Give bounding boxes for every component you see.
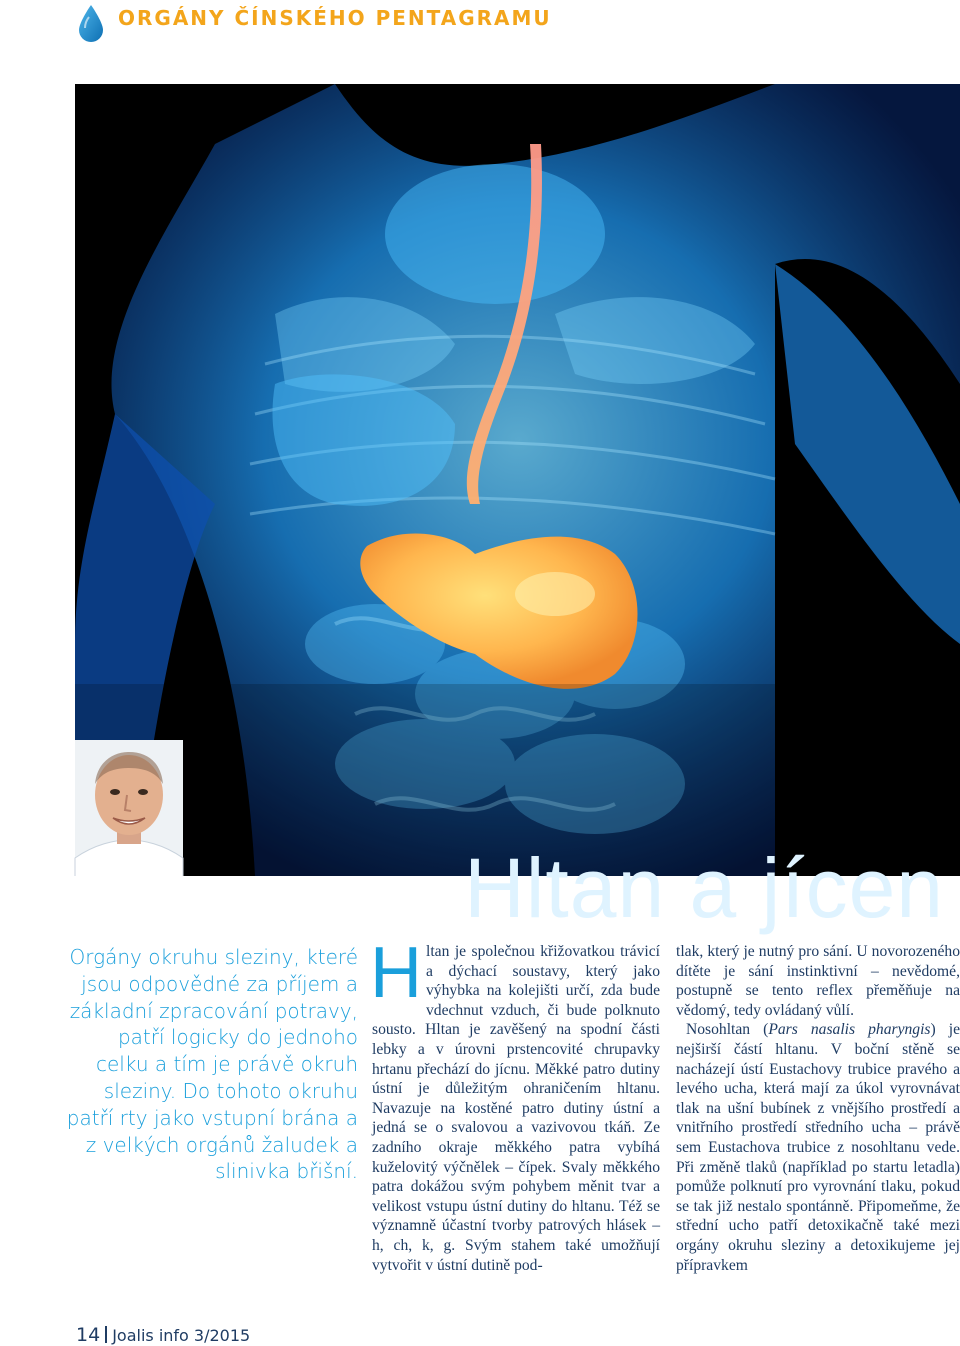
latin-term: Pars nasalis pharyngis [768,1021,931,1039]
water-drop-icon [76,4,106,44]
lead-paragraph: Orgány okruhu sleziny, které jsou odpovědné za příjem a základní zpracování potravy, patří logicky do jednoho celku a tím je právě okruh sleziny. Do tohoto okruhu patří rty jako vstupní brána a z velkých orgánů žaludek a slinivka břišní. [66,945,358,1184]
hero-image [75,84,960,935]
magazine-issue: Joalis info 3/2015 [112,1326,251,1345]
page-number: 14 [76,1324,101,1346]
author-portrait [75,740,183,876]
author-photo [75,740,183,876]
article-column-2 [676,942,960,1275]
footer-divider [105,1326,107,1343]
page-footer [76,1324,250,1346]
column-2-paragraph-1: tlak, který je nutný pro sání. U novorozeného dítěte je sání instinktivní – nevědomé, postupně se tento reflex přeměňuje na vědomý, tedy ovládaný vůlí. [676,943,960,1019]
section-title: ORGÁNY ČÍNSKÉHO PENTAGRAMU [118,6,552,30]
article-column-1 [370,933,660,1275]
article-title: Hltan a jícen [464,841,944,935]
page-header [76,0,956,46]
torso-xray-illustration [75,84,960,876]
drop-cap: H [370,933,422,1013]
column-1-text: ltan je společnou křižovatkou trávicí a dýchací soustavy, který jako výhybka na kolejišti určí, zda bude vdechnut vzduch, či bude polknuto sousto. Hltan je zavěšený na spodní části lebky a v úrovni prstencovité chrupavky hrtanu přechází do jícnu. Měkké patro dutiny ústní je důležitým ohraničením hltanu. Navazuje na kostěné patro dutiny ústní a jedná se o svalovou a vazivovou tkáň. Ze zadního okraje měkkého patra vybíhá kuželovitý výčnělek – čípek. Svaly měkkého patra dokážou svým pohybem měnit tvar a velikost vstupu ústní dutiny do hltanu. Též se významně účastní tvorby patrových hlásek – h, ch, k, g. Svým stahem také umožňují vytvořit v ústní dutině pod- [372,943,660,1274]
column-2-paragraph-2: Nosohltan (Pars nasalis pharyngis) je nejširší částí hltanu. V boční stěně se nacházejí ústí Eustachovy trubice pravého a levého ucha, která mají za úkol vyrovnávat tlak na ušní bubínek z vnějšího prostředí a vnitřního prostředí středního ucha – právě sem Eustachova trubice z nosohltanu vede. Při změně tlaků (například po startu letadla) pomůže polknutí pro vyrovnání tlaku, pokud se tak již nestalo spontánně. Připomeňme, že střední ucho patří detoxikačně také mezi orgány okruhu sleziny a detoxikujeme jej přípravkem [676,1021,960,1274]
